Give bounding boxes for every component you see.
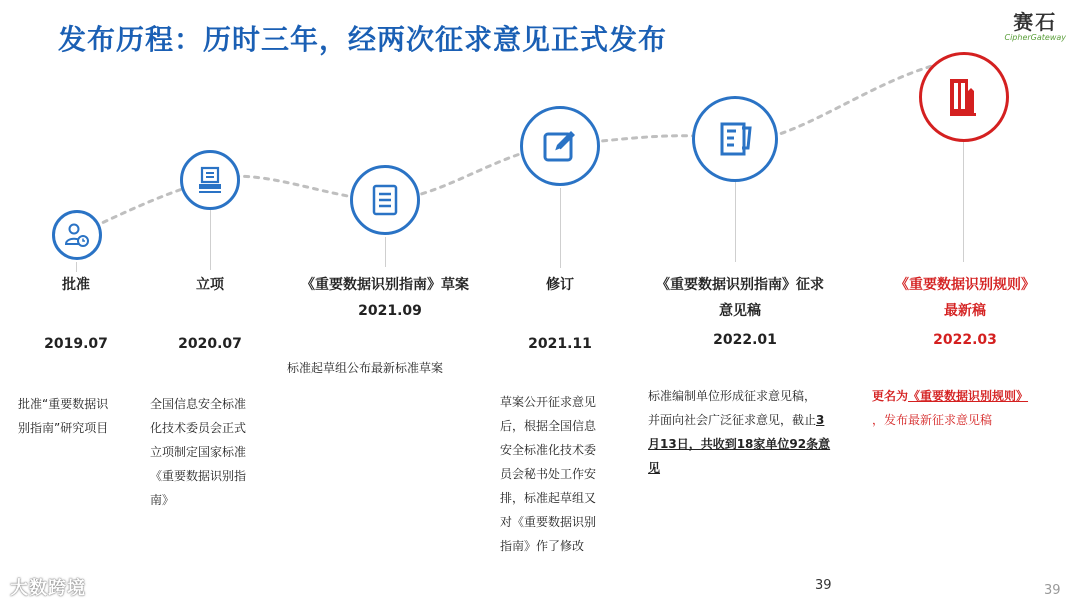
- desc-highlight: 《重要数据识别规则》: [908, 389, 1029, 403]
- desc-line: 别指南”研究项目: [18, 421, 109, 435]
- step-date-revise: 2021.11: [528, 336, 592, 352]
- step-desc-project: [150, 392, 275, 512]
- desc-line: 立项制定国家标准: [150, 445, 247, 459]
- step-date-consultation: 2022.01: [713, 332, 777, 348]
- desc-highlight: 月13日，共收到18家单位92条意: [648, 437, 831, 451]
- step-label-line: 意见稿: [719, 303, 761, 319]
- document-icon: [369, 183, 401, 217]
- desc-highlight: 3: [816, 413, 825, 427]
- desc-line: 后，根据全国信息: [500, 419, 597, 433]
- rules-book-icon: [944, 75, 984, 119]
- step-date-project: 2020.07: [178, 336, 242, 352]
- step-node-approval: [52, 210, 102, 260]
- approval-icon: [64, 222, 90, 248]
- desc-line: [648, 432, 863, 456]
- desc-line: ，发布最新征求意见稿: [872, 413, 993, 427]
- page-title: 发布历程：历时三年，经两次征求意见正式发布: [58, 23, 668, 56]
- desc-text: 并面向社会广泛征求意见，截止: [648, 413, 817, 427]
- step-label-revise: 修订: [546, 277, 574, 293]
- logo-subtext: CipherGateway: [1004, 33, 1066, 42]
- step-date-rules: 2022.03: [933, 332, 997, 348]
- desc-line: 批准“重要数据识: [18, 397, 109, 411]
- desc-line: 对《重要数据识别: [500, 515, 597, 529]
- step-label-draft: 《重要数据识别指南》草案: [301, 277, 469, 293]
- step-node-draft: [350, 165, 420, 235]
- page-number: 39: [815, 578, 832, 593]
- step-desc-draft: [287, 356, 487, 380]
- connector-line: [385, 237, 386, 267]
- desc-line: 化技术委员会正式: [150, 421, 247, 435]
- logo-text: 赛石: [1013, 10, 1058, 34]
- step-label-rules: [880, 274, 1050, 320]
- step-node-project: [180, 150, 240, 210]
- desc-line: [648, 456, 863, 480]
- desc-line: 标准起草组公布最新标准草案: [287, 361, 444, 375]
- step-label-project: 立项: [196, 277, 224, 293]
- connector-line: [735, 182, 736, 262]
- desc-line: 全国信息安全标准: [150, 397, 247, 411]
- desc-line: [648, 408, 863, 432]
- desc-line: 《重要数据识别指: [150, 469, 247, 483]
- desc-line: 草案公开征求意见: [500, 395, 597, 409]
- desc-line: 指南》作了修改: [500, 539, 585, 553]
- connector-line: [963, 142, 964, 262]
- step-label-line: 最新稿: [944, 303, 986, 319]
- connector-line: [76, 262, 77, 272]
- step-node-revise: [520, 106, 600, 186]
- step-node-rules: [919, 52, 1009, 142]
- desc-line: 安全标准化技术委: [500, 443, 597, 457]
- desc-line: 标准编制单位形成征求意见稿，: [648, 389, 817, 403]
- edit-icon: [540, 126, 580, 166]
- step-desc-rules: [872, 384, 1072, 432]
- desc-line: 员会秘书处工作安: [500, 467, 597, 481]
- step-label-approval: 批准: [62, 277, 90, 293]
- step-desc-approval: [18, 392, 143, 440]
- step-label-line: 《重要数据识别指南》征求: [656, 277, 824, 293]
- desc-line: 南》: [150, 493, 175, 507]
- step-date-approval: 2019.07: [44, 336, 108, 352]
- desc-line: [872, 384, 1072, 408]
- step-label-line: 《重要数据识别规则》: [895, 277, 1035, 293]
- step-label-consultation: [650, 274, 830, 320]
- step-date-draft: 2021.09: [358, 303, 422, 319]
- step-desc-consultation: [648, 384, 863, 480]
- draft-icon: [714, 118, 756, 160]
- connector-line: [210, 210, 211, 270]
- step-node-consultation: [692, 96, 778, 182]
- desc-prefix: 更名为: [872, 389, 909, 403]
- stamp-icon: [195, 165, 225, 195]
- watermark: 大数跨境: [10, 578, 86, 599]
- connector-line: [560, 188, 561, 268]
- desc-highlight: 见: [648, 461, 661, 475]
- desc-line: 排，标准起草组又: [500, 491, 597, 505]
- step-desc-revise: [500, 390, 625, 558]
- page-number-corner: 39: [1044, 583, 1061, 598]
